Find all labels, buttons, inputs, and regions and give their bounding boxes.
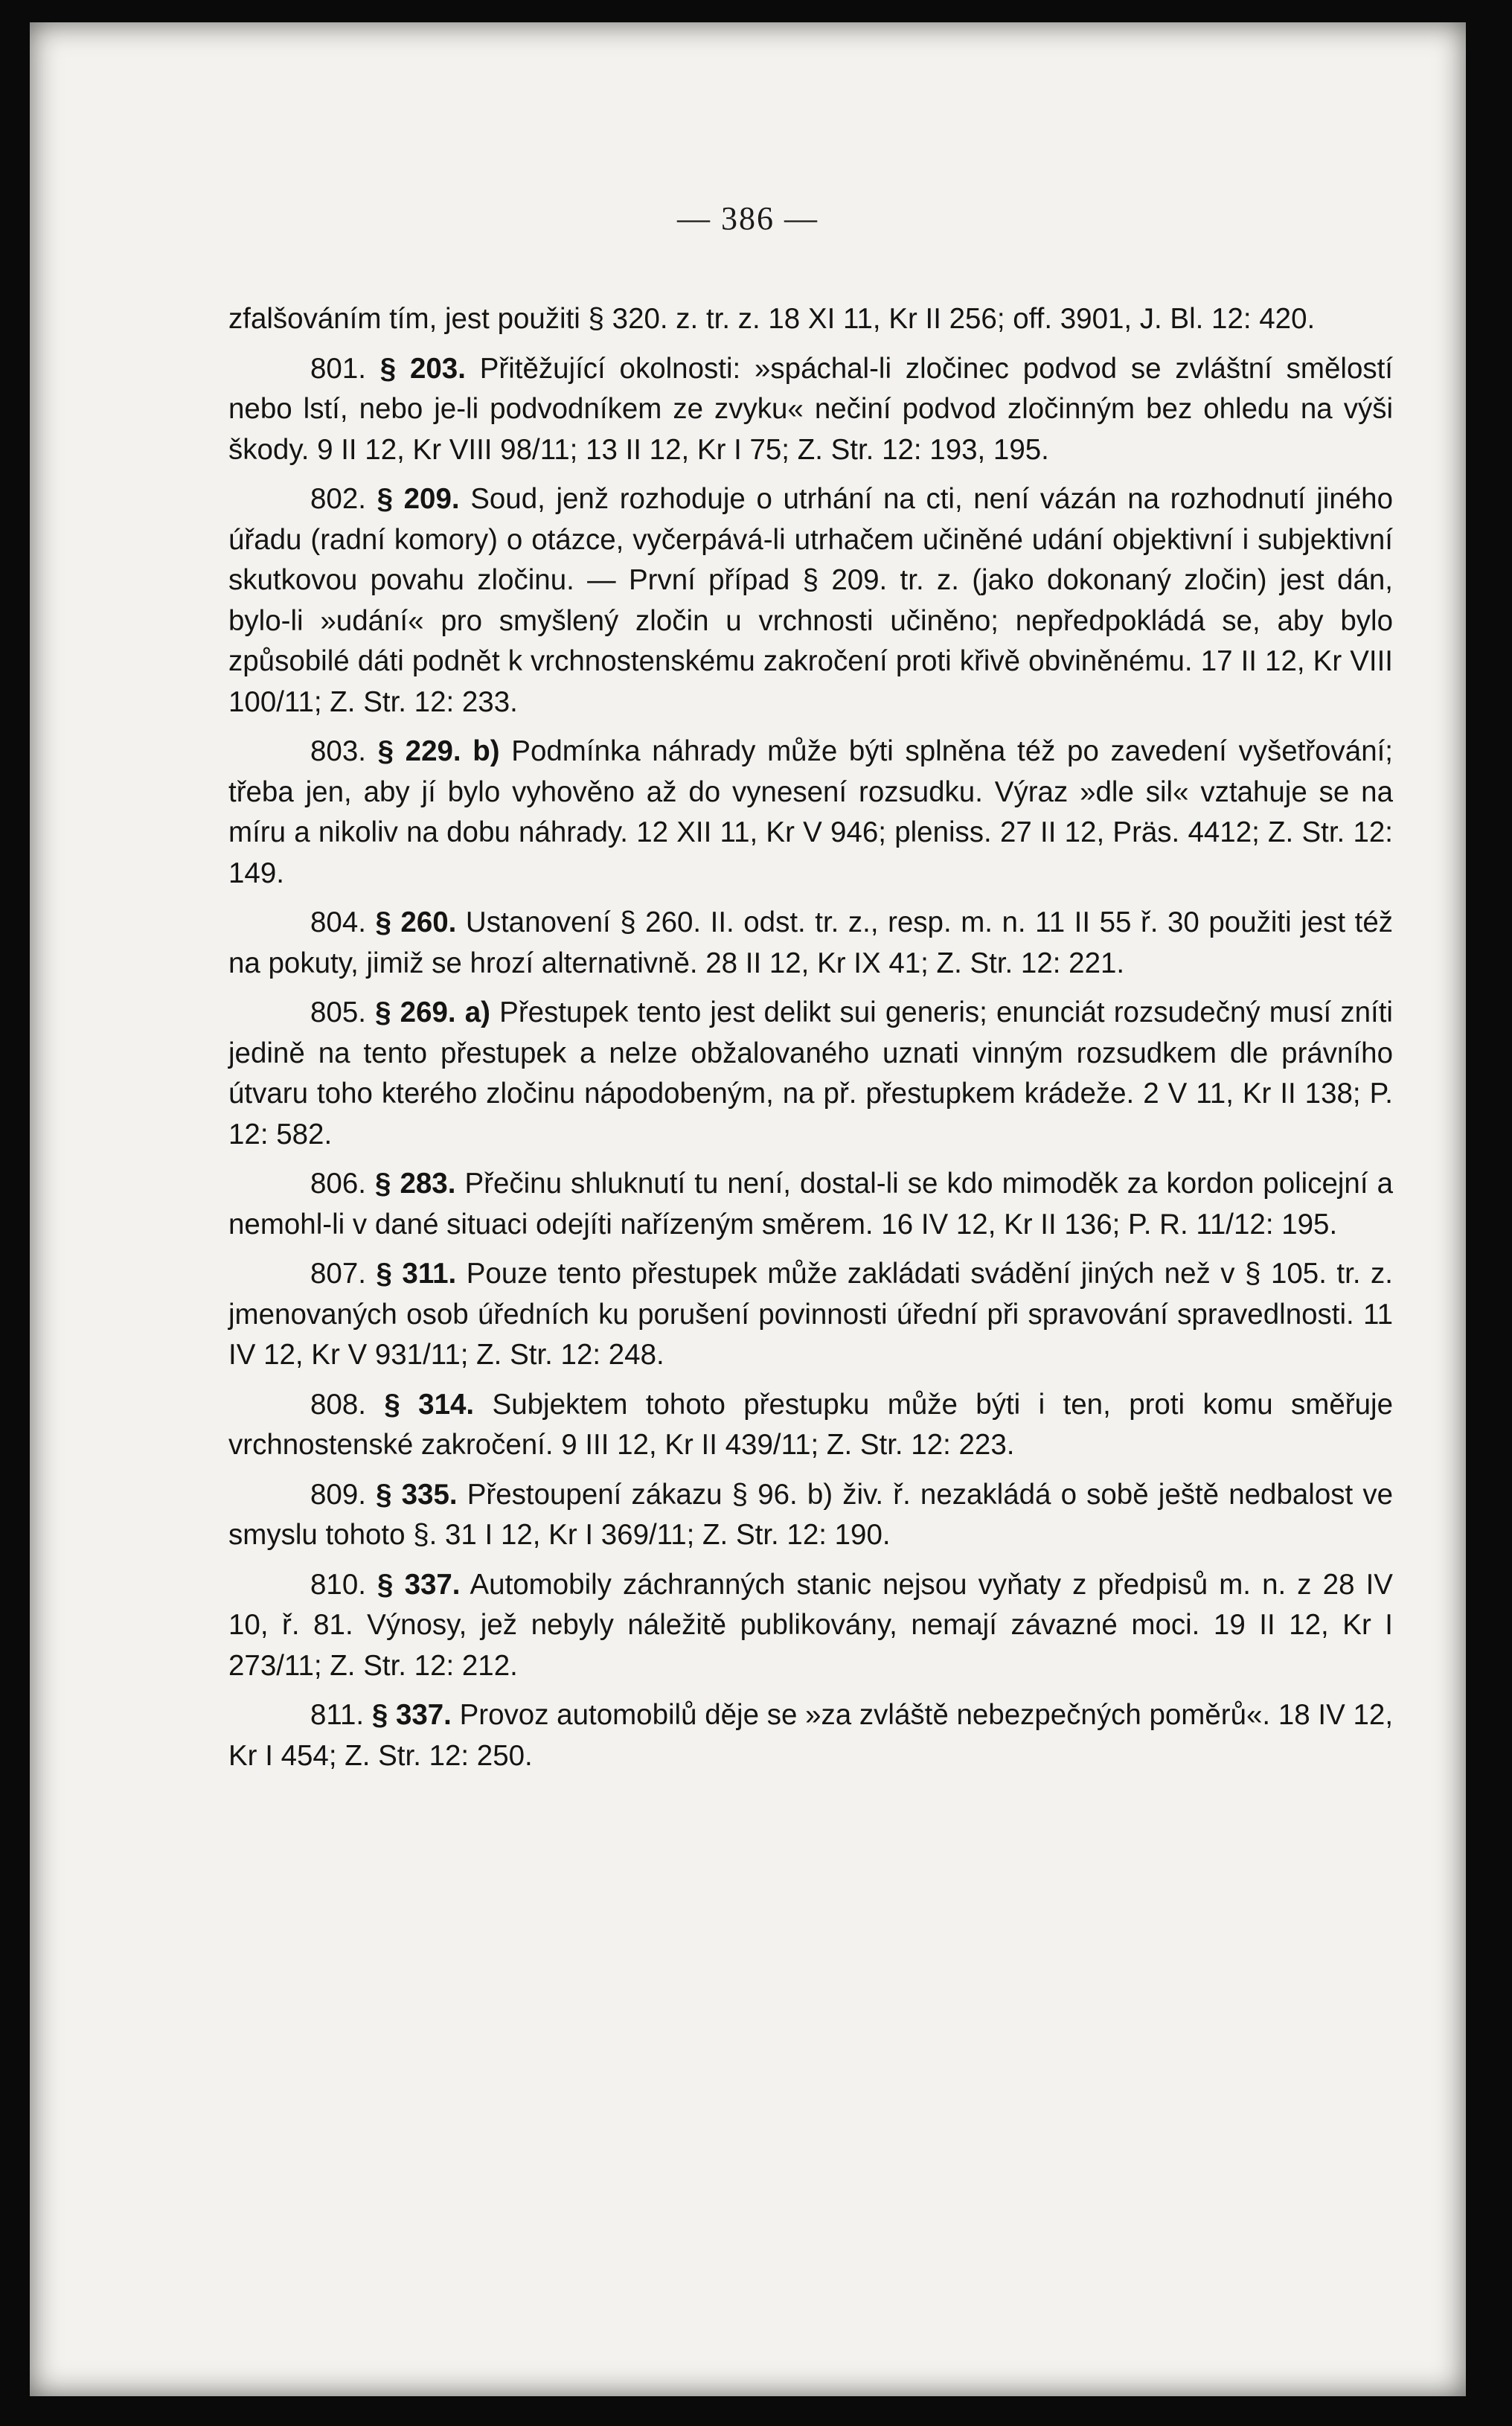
entry-801 bbox=[228, 349, 1393, 471]
entry-paragraph-ref: § 203. bbox=[379, 352, 466, 385]
entry-text: Automobily záchranných stanic nejsou vyňaty z předpisů m. n. z 28 IV 10, ř. 81. Výnosy, jež nebyly náležitě publikovány, nemají závazné moci. 19 II 12, Kr I 273/11; Z. Str. 12: 212. bbox=[228, 1568, 1393, 1682]
entry-text: Ustanovení § 260. II. odst. tr. z., resp. m. n. 11 II 55 ř. 30 použiti jest též na pokuty, jimiž se hrozí alternativně. 28 II 12, Kr IX 41; Z. Str. 12: 221. bbox=[228, 906, 1394, 979]
entry-803 bbox=[228, 732, 1393, 894]
entry-804 bbox=[228, 903, 1393, 984]
entry-text: Podmínka náhrady může býti splněna též po zavedení vyšetřování; třeba jen, aby jí bylo vyhověno až do vynesení rozsudku. Výraz »dle sil« vztahuje se na míru a nikoliv na dobu náhrady. 12 XII 11, Kr V 946; pleniss. 27 II 12, Präs. 4412; Z. Str. 12: 149. bbox=[228, 735, 1393, 889]
entry-paragraph-ref: § 209. bbox=[377, 483, 460, 515]
entry-809 bbox=[228, 1475, 1393, 1556]
page-text bbox=[228, 299, 1393, 1785]
intro-paragraph: zfalšováním tím, jest použiti § 320. z. tr. z. 18 XI 11, Kr II 256; off. 3901, J. Bl. 12: 420. bbox=[228, 303, 1316, 335]
entry-text: Provoz automobilů děje se »za zvláště nebezpečných poměrů«. 18 IV 12, Kr I 454; Z. Str. 12: 250. bbox=[228, 1699, 1394, 1772]
entry-number: 807. bbox=[310, 1258, 366, 1290]
entry-paragraph-ref: § 311. bbox=[376, 1258, 457, 1290]
entry-number: 801. bbox=[310, 352, 366, 385]
entry-810 bbox=[228, 1565, 1393, 1687]
entry-paragraph-ref: § 314. bbox=[384, 1388, 475, 1421]
entry-paragraph-ref: § 335. bbox=[376, 1478, 458, 1511]
entry-text: Pouze tento přestupek může zakládati svádění jiných než v § 105. tr. z. jmenovaných osob úředních ku porušení povinnosti úřední při spravování spravedlnosti. 11 IV 12, Kr V 931/11; Z. Str. 12: 248. bbox=[228, 1258, 1393, 1371]
entry-paragraph-ref: § 337. bbox=[371, 1699, 452, 1731]
entry-number: 809. bbox=[310, 1478, 366, 1511]
entry-text: Soud, jenž rozhoduje o utrhání na cti, není vázán na rozhodnutí jiného úřadu (radní komory) o otázce, vyčerpává-li utrhačem učiněné udání objektivní i subjektivní skutkovou povahu zločinu. — První případ § 209. tr. z. (jako dokonaný zločin) jest dán, bylo-li »udání« pro smyšlený zločin u vrchnosti učiněno; nepředpokládá se, aby bylo způsobilé dáti podnět k vrchnostenskému zakročení proti křivě obviněnému. 17 II 12, Kr VIII 100/11; Z. Str. 12: 233. bbox=[228, 483, 1393, 718]
entry-number: 811. bbox=[310, 1699, 365, 1731]
entry-802 bbox=[228, 479, 1393, 723]
entry-807 bbox=[228, 1254, 1393, 1376]
entry-number: 804. bbox=[310, 906, 366, 938]
entry-811 bbox=[228, 1695, 1393, 1776]
entry-number: 806. bbox=[310, 1168, 366, 1200]
entry-text: Subjektem tohoto přestupku může býti i ten, proti komu směřuje vrchnostenské zakročení. 9 III 12, Kr II 439/11; Z. Str. 12: 223. bbox=[228, 1388, 1393, 1461]
entry-number: 803. bbox=[310, 735, 366, 767]
entry-808 bbox=[228, 1385, 1393, 1466]
entry-text: Přečinu shluknutí tu není, dostal-li se kdo mimoděk za kordon policejní a nemohl-li v dané situaci odejíti nařízeným směrem. 16 IV 12, Kr II 136; P. R. 11/12: 195. bbox=[228, 1168, 1394, 1241]
book-page bbox=[30, 22, 1466, 2396]
entry-number: 805. bbox=[310, 996, 366, 1028]
entry-paragraph-ref: § 260. bbox=[375, 906, 457, 938]
entry-paragraph-ref: § 283. bbox=[375, 1168, 456, 1200]
entry-number: 810. bbox=[310, 1568, 366, 1601]
entry-806 bbox=[228, 1164, 1393, 1245]
entry-number: 802. bbox=[310, 483, 366, 515]
entry-paragraph-ref: § 229. b) bbox=[377, 735, 500, 767]
entry-paragraph-ref: § 337. bbox=[377, 1568, 461, 1601]
entry-text: Přestoupení zákazu § 96. b) živ. ř. nezakládá o sobě ještě nedbalost ve smyslu tohoto §. 31 I 12, Kr I 369/11; Z. Str. 12: 190. bbox=[228, 1478, 1394, 1551]
entry-text: Přitěžující okolnosti: »spáchal-li zločinec podvod se zvláštní smělostí nebo lstí, nebo je-li podvodníkem ze zvyku« nečiní podvod zločinným bez ohledu na výši škody. 9 II 12, Kr VIII 98/11; 13 II 12, Kr I 75; Z. Str. 12: 193, 195. bbox=[228, 352, 1393, 466]
entry-number: 808. bbox=[310, 1388, 366, 1421]
entry-paragraph-ref: § 269. a) bbox=[375, 996, 490, 1028]
page-number: — 386 — bbox=[677, 200, 819, 237]
entry-text: Přestupek tento jest delikt sui generis; enunciát rozsudečný musí zníti jedině na tento přestupek a nelze obžalovaného uznati vinným rozsudkem dle právního útvaru toho kterého zločinu nápodobeným, na př. přestupkem krádeže. 2 V 11, Kr II 138; P. 12: 582. bbox=[228, 996, 1393, 1150]
entry-805 bbox=[228, 993, 1393, 1155]
